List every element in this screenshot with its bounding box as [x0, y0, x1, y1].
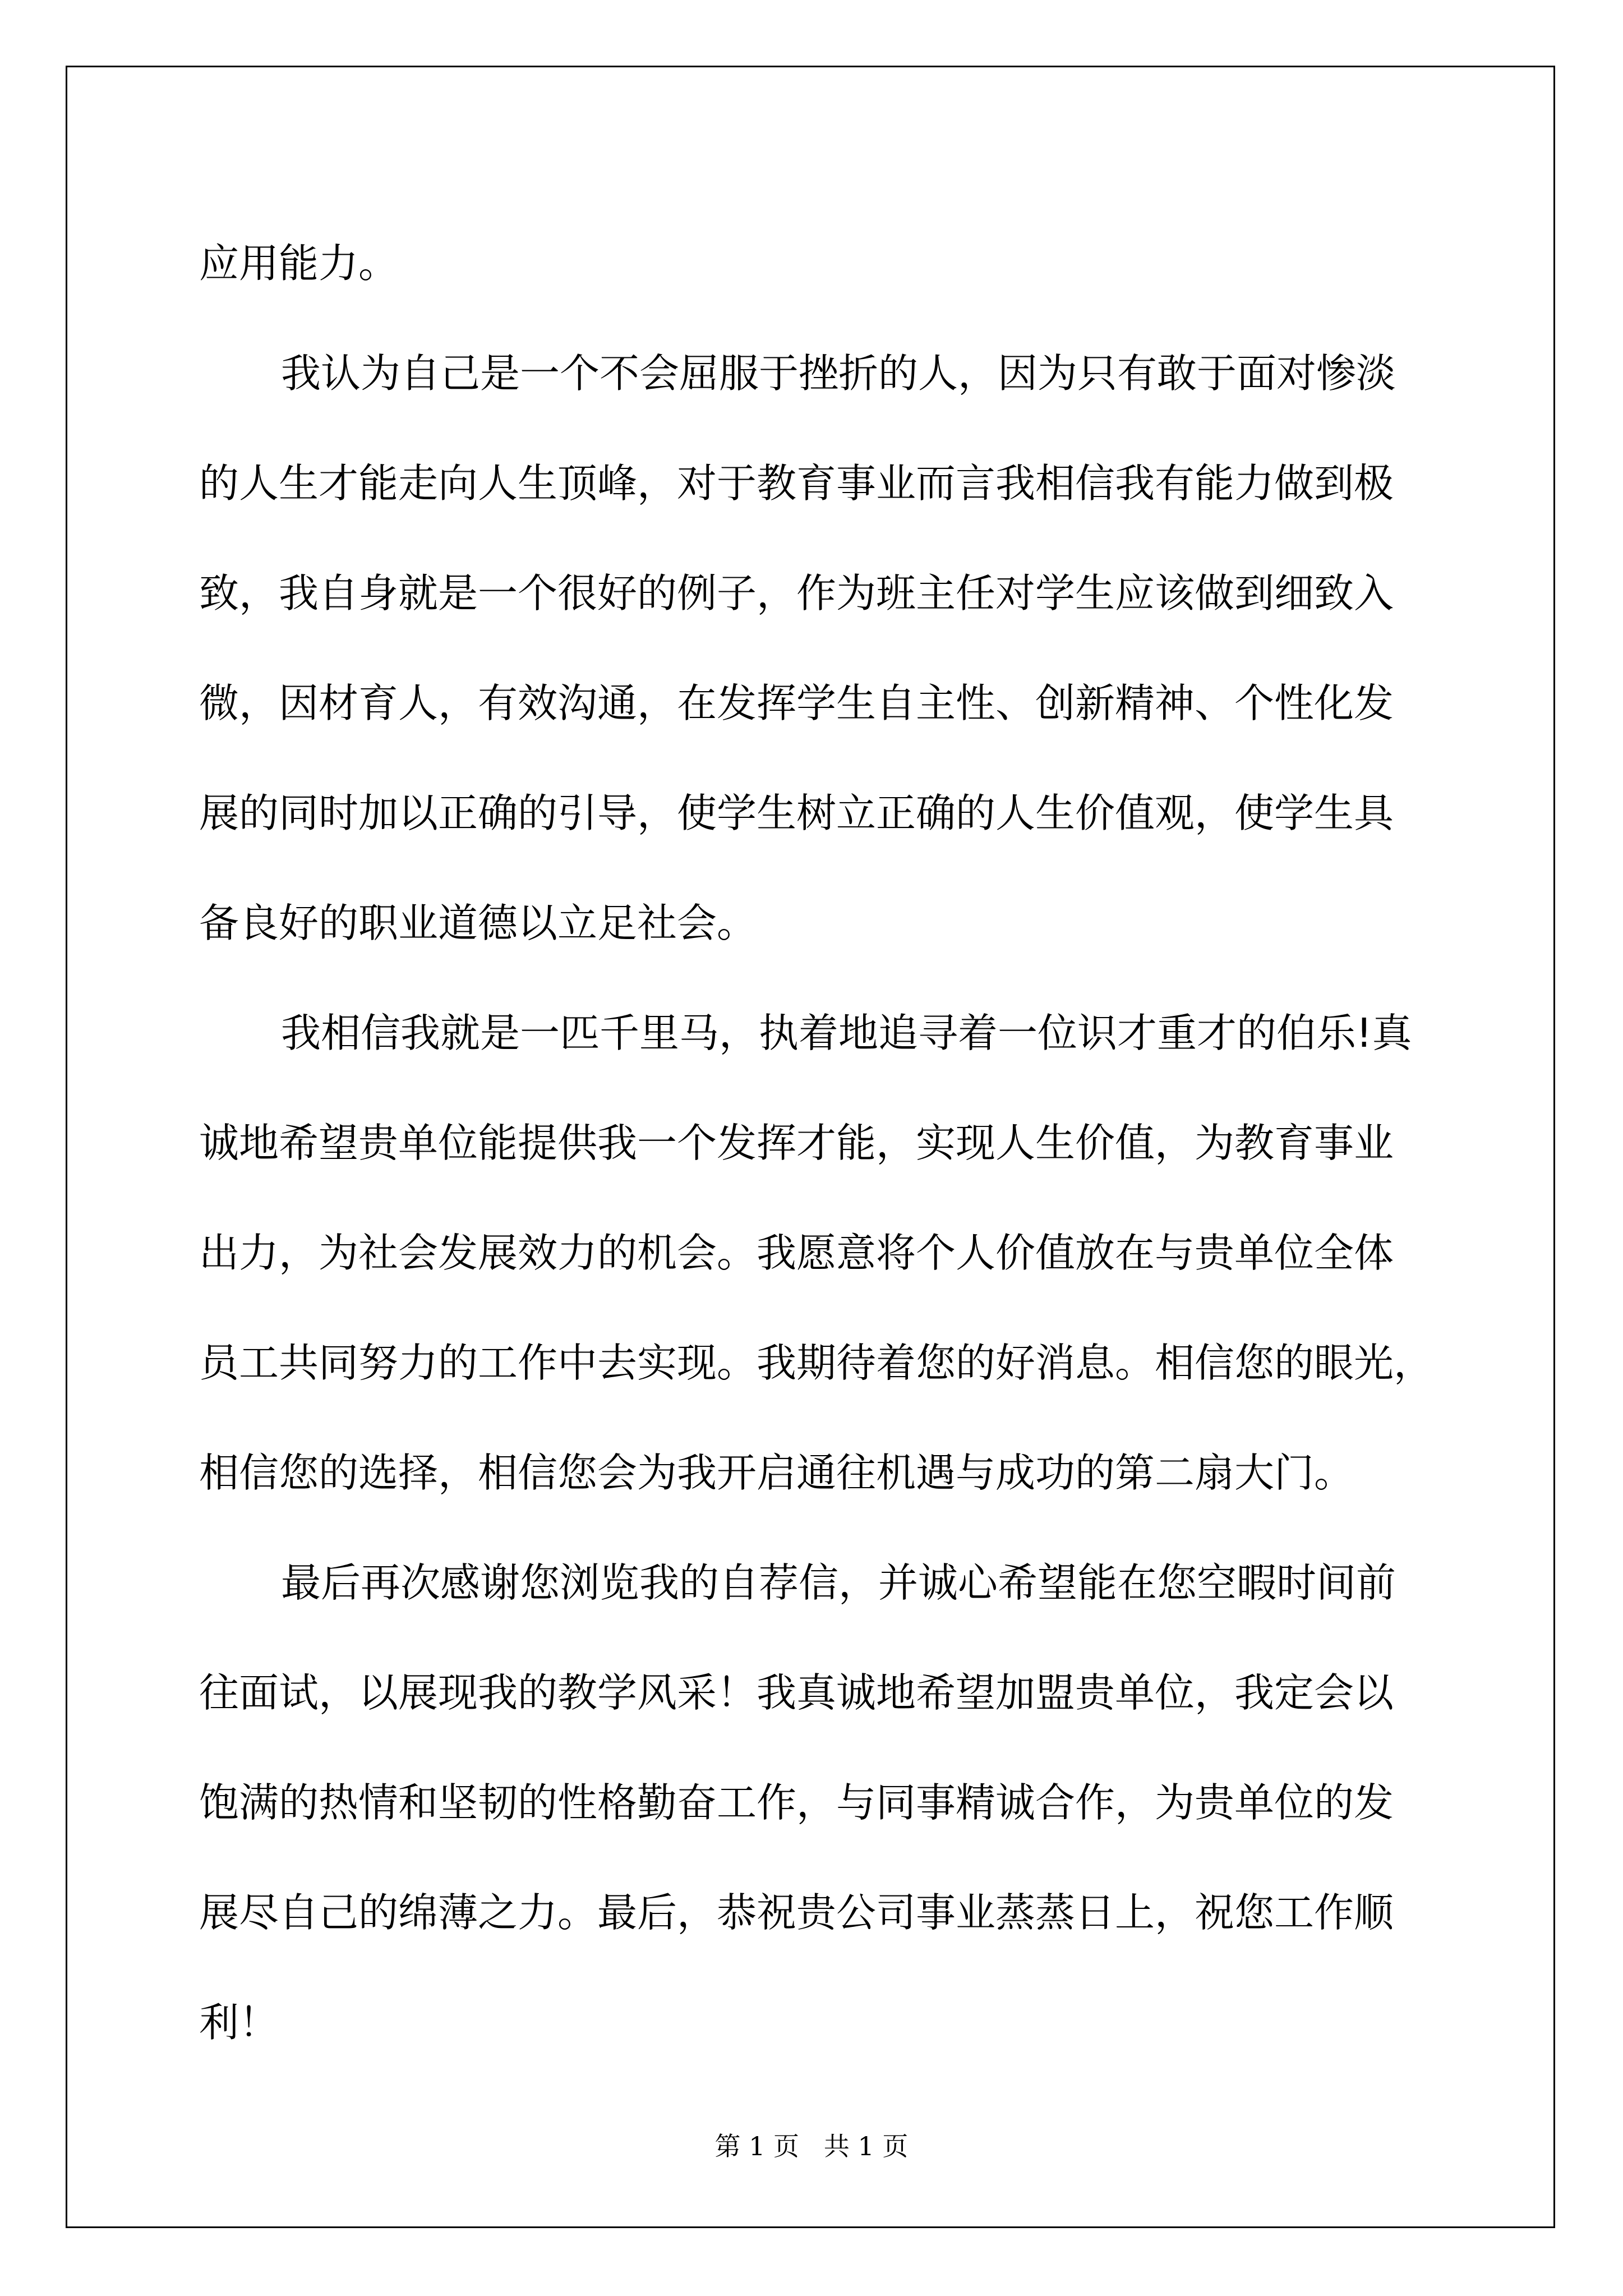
text-line: 饱满的热情和坚韧的性格勤奋工作，与同事精诚合作，为贵单位的发 — [199, 1779, 1394, 1826]
text-line: 的人生才能走向人生顶峰，对于教育事业而言我相信我有能力做到极 — [199, 460, 1394, 507]
text-line: 致，我自身就是一个很好的例子，作为班主任对学生应该做到细致入 — [199, 570, 1394, 616]
text-line: 展的同时加以正确的引导，使学生树立正确的人生价值观，使学生具 — [199, 790, 1394, 836]
text-line: 展尽自己的绵薄之力。最后，恭祝贵公司事业蒸蒸日上，祝您工作顺 — [199, 1889, 1394, 1936]
paragraph-start-line: 最后再次感谢您浏览我的自荐信，并诚心希望能在您空暇时间前 — [281, 1559, 1396, 1606]
text-line: 员工共同努力的工作中去实现。我期待着您的好消息。相信您的眼光， — [199, 1340, 1434, 1386]
text-line: 往面试，以展现我的教学风采！我真诚地希望加盟贵单位，我定会以 — [199, 1669, 1394, 1716]
text-line: 出力，为社会发展效力的机会。我愿意将个人价值放在与贵单位全体 — [199, 1230, 1394, 1276]
paragraph-start-line: 我认为自己是一个不会屈服于挫折的人，因为只有敢于面对惨淡 — [281, 350, 1396, 397]
text-line: 诚地希望贵单位能提供我一个发挥才能，实现人生价值，为教育事业 — [199, 1120, 1394, 1166]
page-footer: 第 1 页 共 1 页 — [714, 2131, 909, 2161]
text-line: 利！ — [199, 1999, 279, 2046]
text-line: 相信您的选择，相信您会为我开启通往机遇与成功的第二扇大门。 — [199, 1450, 1354, 1496]
text-line: 备良好的职业道德以立足社会。 — [199, 900, 757, 946]
text-line: 微，因材育人，有效沟通，在发挥学生自主性、创新精神、个性化发 — [199, 680, 1394, 726]
letter-body — [199, 209, 1434, 2078]
text-line: 应用能力。 — [199, 240, 399, 287]
paragraph-start-line: 我相信我就是一匹千里马，执着地追寻着一位识才重才的伯乐!真 — [281, 1010, 1412, 1056]
